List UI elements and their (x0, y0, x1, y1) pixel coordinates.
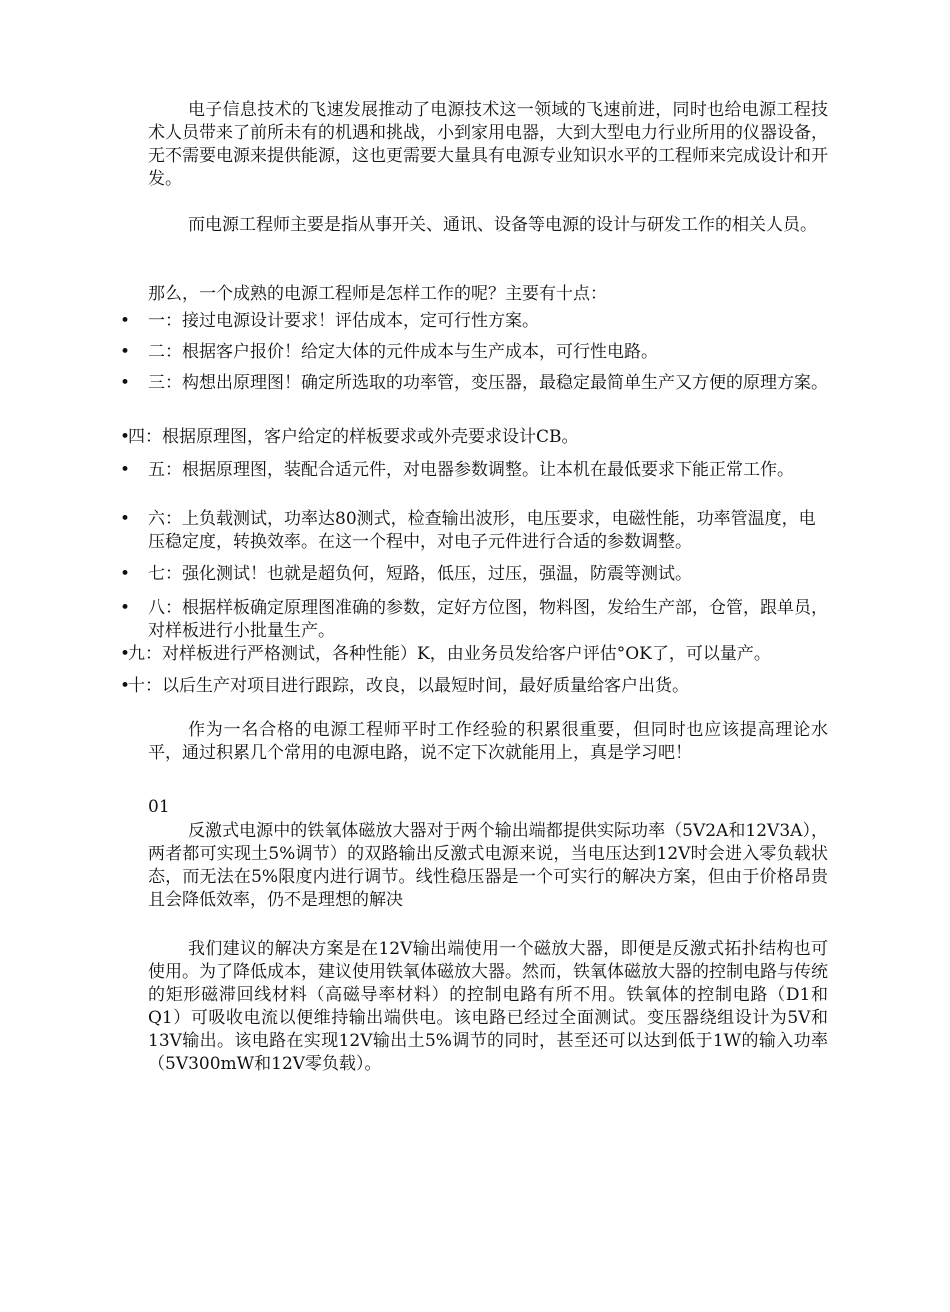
bullet-icon: • (120, 564, 131, 584)
bullet-icon: • (120, 311, 131, 331)
step-text: 七：强化测试！也就是超负何，短路，低压，过压，强温，防震等测试。 (148, 564, 692, 584)
step-text: 十：以后生产对项目进行跟踪，改良，以最短时间，最好质量给客户出货。 (128, 676, 689, 696)
step-text: 八：根据样板确定原理图准确的参数，定好方位图，物料图，发给生产部，仓管，跟单员，对样板进行小批量生产。 (148, 598, 828, 641)
step-text: 五：根据原理图，装配合适元件，对电器参数调整。让本机在最低要求下能正常工作。 (148, 460, 794, 480)
bullet-icon: • (120, 644, 131, 664)
step-item-7 (120, 563, 830, 586)
bullet-icon: • (120, 598, 131, 618)
step-item-2 (120, 341, 830, 364)
bullet-icon: • (120, 373, 131, 393)
step-text: 二：根据客户报价！给定大体的元件成本与生产成本，可行性电路。 (148, 342, 658, 362)
intro-question: 那么，一个成熟的电源工程师是怎样工作的呢？主要有十点： (148, 284, 607, 304)
bullet-icon: • (120, 427, 131, 447)
intro-paragraph-1: 电子信息技术的飞速发展推动了电源技术这一领域的飞速前进，同时也给电源工程技术人员带来了前所未有的机遇和挑战，小到家用电器，大到大型电力行业所用的仪器设备，无不需要电源来提供能源，这也更需要大量具有电源专业知识水平的工程师来完成设计和开发。 (148, 100, 828, 189)
step-item-6 (120, 508, 830, 554)
step-item-10 (120, 675, 830, 698)
section-paragraph-1: 反激式电源中的铁氧体磁放大器对于两个输出端都提供实际功率（5V2A和12V3A），两者都可实现土5%调节）的双路输出反激式电源来说，当电压达到12V时会进入零负载状态，而无法在5%限度内进行调节。线性稳压器是一个可实行的解决方案，但由于价格昂贵且会降低效率，仍不是理想的解决 (148, 821, 828, 910)
section-paragraph-2: 我们建议的解决方案是在12V输出端使用一个磁放大器，即便是反激式拓扑结构也可使用。为了降低成本，建议使用铁氧体磁放大器。然而，铁氧体磁放大器的控制电路与传统的矩形磁滞回线材料（高磁导率材料）的控制电路有所不用。铁氧体的控制电路（D1和Q1）可吸收电流以便维持输出端供电。该电路已经过全面测试。变压器绕组设计为5V和13V输出。该电路在实现12V输出土5%调节的同时，甚至还可以达到低于1W的输入功率（5V300mW和12V零负载）。 (148, 939, 828, 1074)
summary-paragraph: 作为一名合格的电源工程师平时工作经验的积累很重要，但同时也应该提高理论水平，通过积累几个常用的电源电路，说不定下次就能用上，真是学习吧！ (148, 720, 828, 763)
step-text: 六：上负载测试，功率达80测式，检查输出波形，电压要求，电磁性能，功率管温度，电压稳定度，转换效率。在这一个程中，对电子元件进行合适的参数调整。 (148, 509, 816, 552)
bullet-icon: • (120, 342, 131, 362)
step-item-3 (120, 372, 830, 395)
step-text: 九：对样板进行严格测试，各种性能）K，由业务员发给客户评估°OK了，可以量产。 (128, 644, 771, 664)
step-text: 一：接过电源设计要求！评估成本，定可行性方案。 (148, 311, 539, 331)
bullet-icon: • (120, 509, 131, 529)
bullet-icon: • (120, 676, 131, 696)
step-item-1 (120, 310, 830, 333)
step-item-4 (120, 426, 830, 449)
step-item-9 (120, 643, 830, 666)
step-text: 四：根据原理图，客户给定的样板要求或外壳要求设计CB。 (128, 427, 579, 447)
step-item-8 (120, 597, 830, 643)
step-text: 三：构想出原理图！确定所选取的功率管，变压器，最稳定最简单生产又方便的原理方案。 (148, 373, 828, 393)
intro-paragraph-2: 而电源工程师主要是指从事开关、通讯、设备等电源的设计与研发工作的相关人员。 (188, 215, 817, 235)
section-number: 01 (148, 797, 170, 817)
bullet-icon: • (120, 460, 131, 480)
step-item-5 (120, 459, 830, 482)
